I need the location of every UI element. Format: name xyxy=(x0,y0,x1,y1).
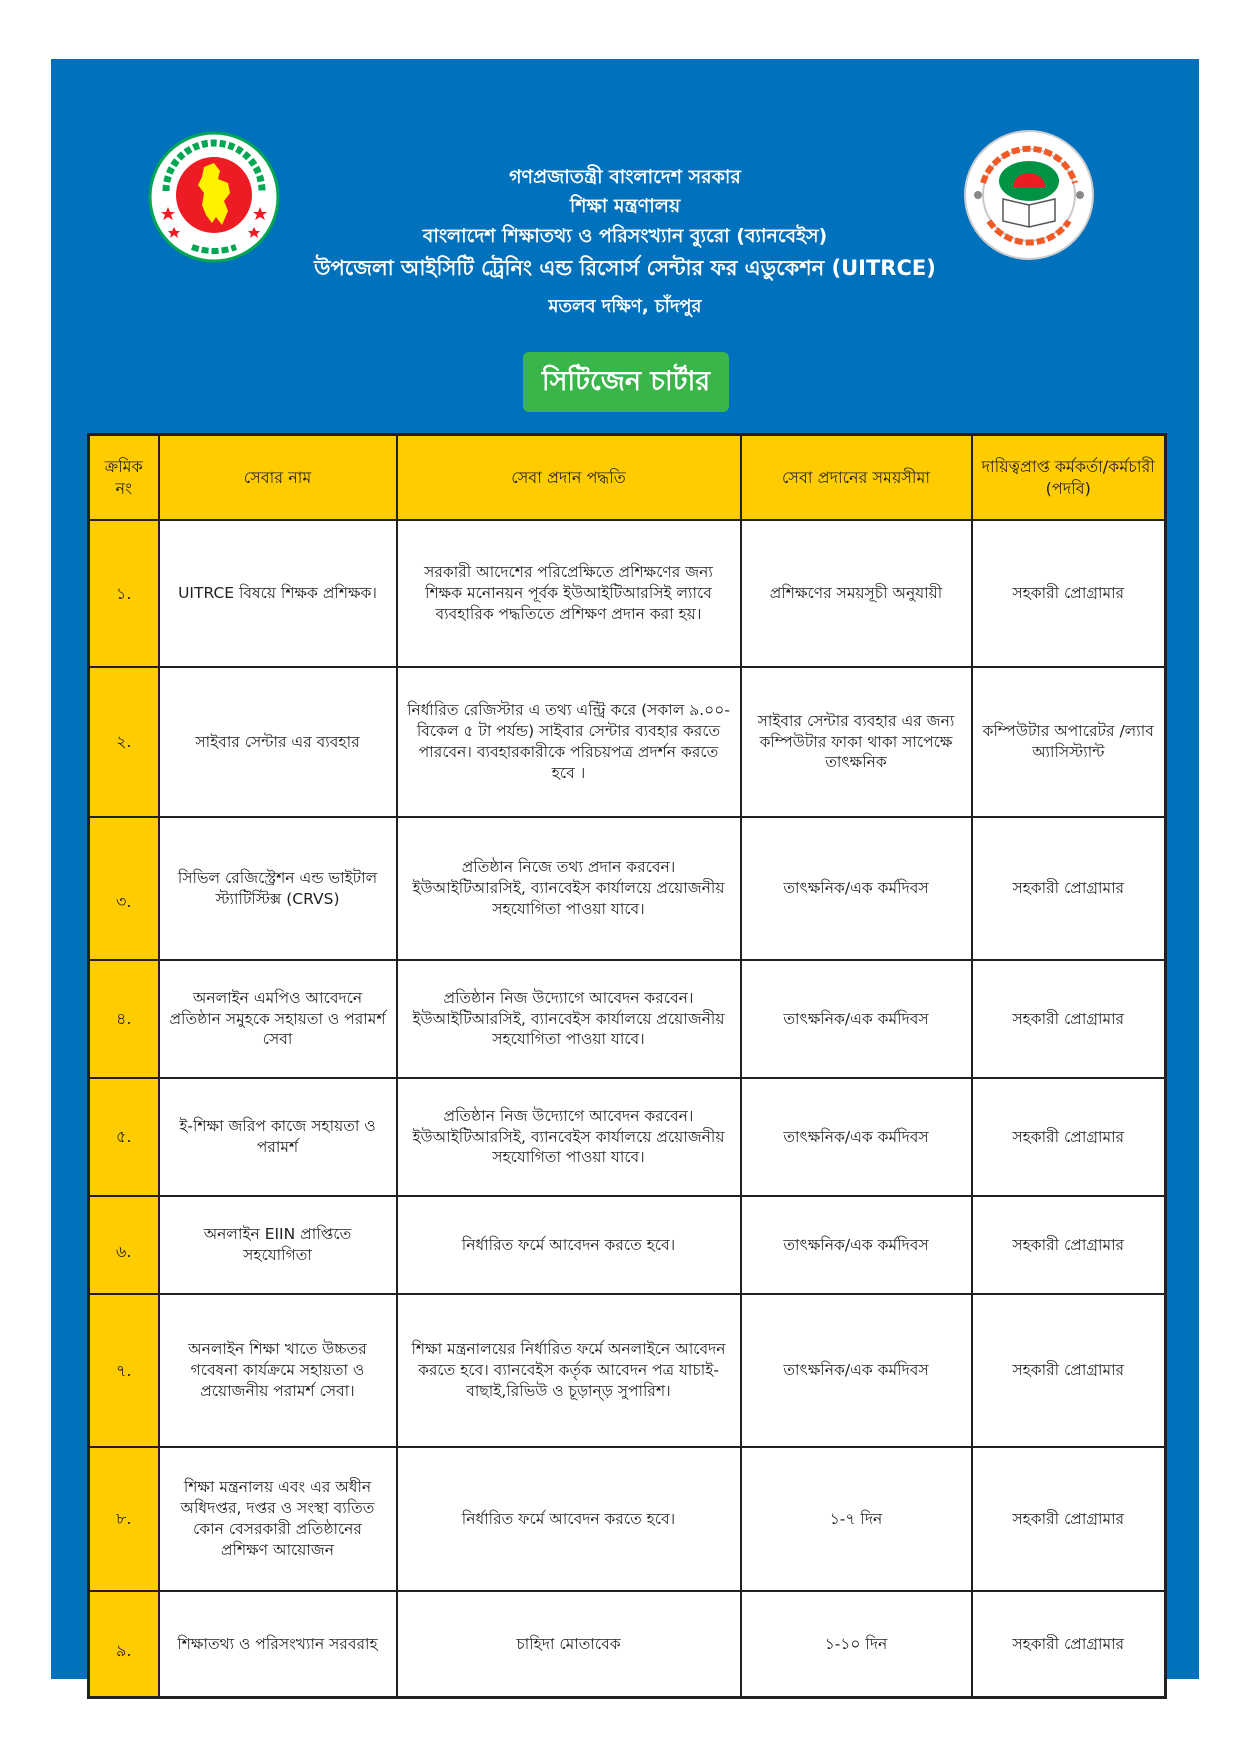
serial-cell: ৫. xyxy=(89,1078,159,1196)
service-name-cell: সাইবার সেন্টার এর ব্যবহার xyxy=(159,667,397,817)
header-time-limit: সেবা প্রদানের সময়সীমা xyxy=(741,435,972,521)
service-method-cell: প্রতিষ্ঠান নিজ উদ্যোগে আবেদন করবেন। ইউআইটিআরসিই, ব্যানবেইস কার্যালয়ে প্রয়োজনীয় সহযোগিতা পাওয়া যাবে। xyxy=(397,960,741,1078)
time-limit-cell: তাৎক্ষনিক/এক কর্মদিবস xyxy=(741,1196,972,1294)
service-method-cell: শিক্ষা মন্ত্রনালয়ের নির্ধারিত ফর্মে অনলাইনে আবেদন করতে হবে। ব্যানবেইস কর্তৃক আবেদন পত্র যাচাই-বাছাই,রিভিউ ও চূড়ান্ড় সুপারিশ। xyxy=(397,1294,741,1447)
officer-cell: কম্পিউটার অপারেটর /ল্যাব অ্যাসিস্ট্যান্ট xyxy=(972,667,1166,817)
service-name-cell: UITRCE বিষয়ে শিক্ষক প্রশিক্ষক। xyxy=(159,520,397,667)
service-method-cell: নির্ধারিত ফর্মে আবেদন করতে হবে। xyxy=(397,1196,741,1294)
time-limit-cell: তাৎক্ষনিক/এক কর্মদিবস xyxy=(741,960,972,1078)
service-name-cell: শিক্ষা মন্ত্রনালয় এবং এর অধীন অধিদপ্তর, দপ্তর ও সংস্থা ব্যতিত কোন বেসরকারী প্রতিষ্ঠানের প্রশিক্ষণ আয়োজন xyxy=(159,1447,397,1591)
serial-cell: ৩. xyxy=(89,817,159,960)
table-row xyxy=(89,667,1166,817)
header-service-method: সেবা প্রদান পদ্ধতি xyxy=(397,435,741,521)
service-name-cell: সিভিল রেজিস্ট্রেশন এন্ড ভাইটাল স্ট্যাটিস্টিক্স (CRVS) xyxy=(159,817,397,960)
table-row xyxy=(89,1078,1166,1196)
service-name-cell: অনলাইন এমপিও আবেদনে প্রতিষ্ঠান সমুহকে সহায়তা ও পরামর্শ সেবা xyxy=(159,960,397,1078)
time-limit-cell: ১-৭ দিন xyxy=(741,1447,972,1591)
serial-cell: ৪. xyxy=(89,960,159,1078)
service-name-cell: অনলাইন শিক্ষা খাতে উচ্চতর গবেষনা কার্যক্রমে সহায়তা ও প্রয়োজনীয় পরামর্শ সেবা। xyxy=(159,1294,397,1447)
table-row xyxy=(89,960,1166,1078)
citizen-charter-title: সিটিজেন চার্টার xyxy=(523,352,729,412)
officer-cell: সহকারী প্রোগ্রামার xyxy=(972,960,1166,1078)
ministry-name: শিক্ষা মন্ত্রণালয় xyxy=(569,195,681,217)
table-row xyxy=(89,1196,1166,1294)
serial-cell: ৯. xyxy=(89,1591,159,1698)
officer-cell: সহকারী প্রোগ্রামার xyxy=(972,1078,1166,1196)
header-responsible-officer: দায়িত্বপ্রাপ্ত কর্মকর্তা/কর্মচারী (পদবি) xyxy=(972,435,1166,521)
service-method-cell: চাহিদা মোতাবেক xyxy=(397,1591,741,1698)
header-service-name: সেবার নাম xyxy=(159,435,397,521)
time-limit-cell: ১-১০ দিন xyxy=(741,1591,972,1698)
table-row xyxy=(89,1591,1166,1698)
officer-cell: সহকারী প্রোগ্রামার xyxy=(972,520,1166,667)
service-method-cell: নির্ধারিত ফর্মে আবেদন করতে হবে। xyxy=(397,1447,741,1591)
location: মতলব দক্ষিণ, চাঁদপুর xyxy=(548,296,702,317)
table-row xyxy=(89,817,1166,960)
time-limit-cell: সাইবার সেন্টার ব্যবহার এর জন্য কম্পিউটার ফাকা থাকা সাপেক্ষে তাৎক্ষনিক xyxy=(741,667,972,817)
citizen-charter-panel xyxy=(51,59,1199,1679)
serial-cell: ৬. xyxy=(89,1196,159,1294)
table-row xyxy=(89,520,1166,667)
serial-cell: ৮. xyxy=(89,1447,159,1591)
service-method-cell: সরকারী আদেশের পরিপ্রেক্ষিতে প্রশিক্ষণের জন্য শিক্ষক মনোনয়ন পূর্বক ইউআইটিআরসিই ল্যাবে ব্যবহারিক পদ্ধতিতে প্রশিক্ষণ প্রদান করা হয়। xyxy=(397,520,741,667)
officer-cell: সহকারী প্রোগ্রামার xyxy=(972,1196,1166,1294)
service-method-cell: নির্ধারিত রেজিস্টার এ তথ্য এন্ট্রি করে (সকাল ৯.০০-বিকেল ৫ টা পর্যন্ড) সাইবার সেন্টার ব্যবহার করতে পারবেন। ব্যবহারকারীকে পরিচয়পত্র প্রদর্শন করতে হবে । xyxy=(397,667,741,817)
time-limit-cell: তাৎক্ষনিক/এক কর্মদিবস xyxy=(741,1294,972,1447)
serial-cell: ২. xyxy=(89,667,159,817)
header-serial: ক্রমিক নং xyxy=(89,435,159,521)
service-method-cell: প্রতিষ্ঠান নিজ উদ্যোগে আবেদন করবেন। ইউআইটিআরসিই, ব্যানবেইস কার্যালয়ে প্রয়োজনীয় সহযোগিতা পাওয়া যাবে। xyxy=(397,1078,741,1196)
time-limit-cell: প্রশিক্ষণের সময়সূচী অনুযায়ী xyxy=(741,520,972,667)
officer-cell: সহকারী প্রোগ্রামার xyxy=(972,1591,1166,1698)
table-row xyxy=(89,1447,1166,1591)
table-row xyxy=(89,1294,1166,1447)
officer-cell: সহকারী প্রোগ্রামার xyxy=(972,1294,1166,1447)
officer-cell: সহকারী প্রোগ্রামার xyxy=(972,1447,1166,1591)
serial-cell: ১. xyxy=(89,520,159,667)
service-method-cell: প্রতিষ্ঠান নিজে তথ্য প্রদান করবেন। ইউআইটিআরসিই, ব্যানবেইস কার্যালয়ে প্রয়োজনীয় সহযোগিতা পাওয়া যাবে। xyxy=(397,817,741,960)
officer-cell: সহকারী প্রোগ্রামার xyxy=(972,817,1166,960)
serial-cell: ৭. xyxy=(89,1294,159,1447)
bureau-name: বাংলাদেশ শিক্ষাতথ্য ও পরিসংখ্যান ব্যুরো (ব্যানবেইস) xyxy=(422,225,828,247)
government-name: গণপ্রজাতন্ত্রী বাংলাদেশ সরকার xyxy=(509,166,741,188)
table-header-row xyxy=(89,435,1166,521)
time-limit-cell: তাৎক্ষনিক/এক কর্মদিবস xyxy=(741,1078,972,1196)
citizen-charter-table xyxy=(87,433,1167,1699)
service-name-cell: অনলাইন EIIN প্রাপ্তিতে সহযোগিতা xyxy=(159,1196,397,1294)
time-limit-cell: তাৎক্ষনিক/এক কর্মদিবস xyxy=(741,817,972,960)
service-name-cell: শিক্ষাতথ্য ও পরিসংখ্যান সরবরাহ xyxy=(159,1591,397,1698)
center-name: উপজেলা আইসিটি ট্রেনিং এন্ড রিসোর্স সেন্টার ফর এডুকেশন (UITRCE) xyxy=(314,256,936,280)
service-name-cell: ই-শিক্ষা জরিপ কাজে সহায়তা ও পরামর্শ xyxy=(159,1078,397,1196)
